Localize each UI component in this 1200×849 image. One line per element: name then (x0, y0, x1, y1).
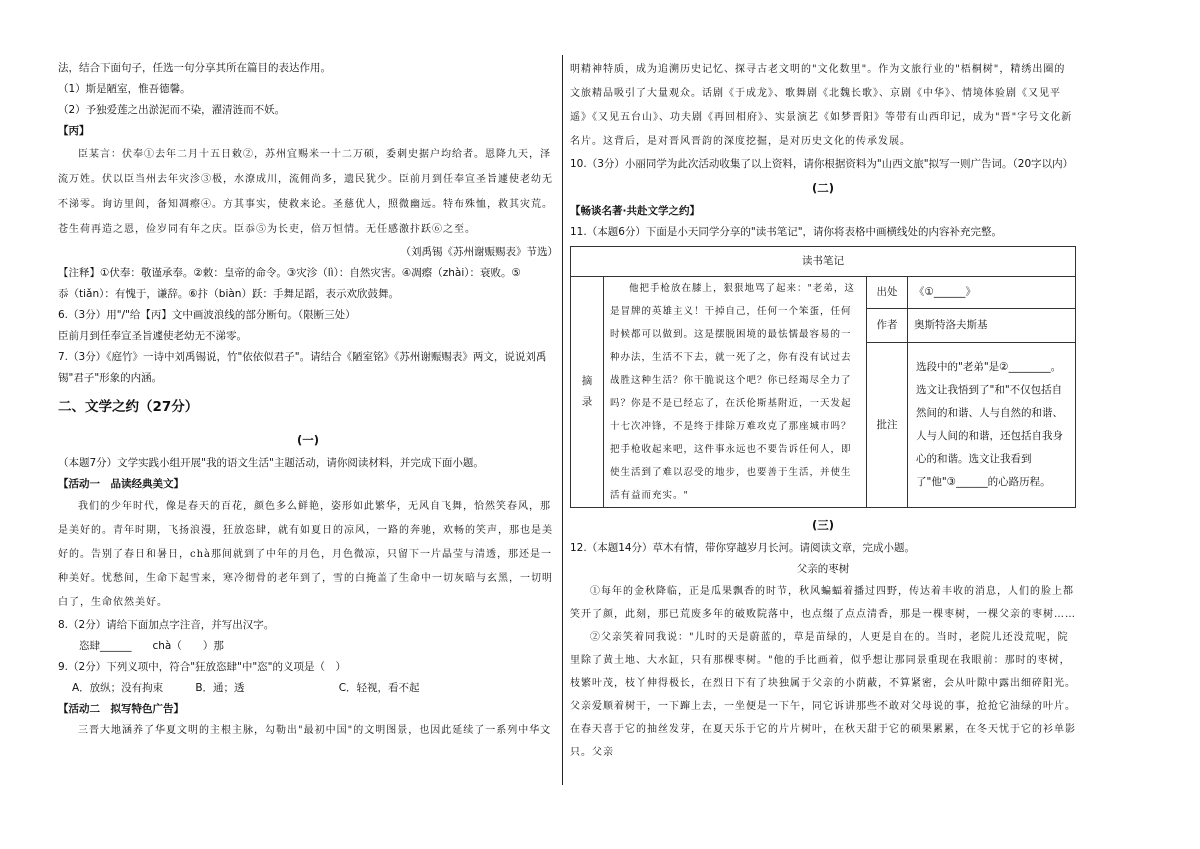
intro-line: 法，结合下面句子，任选一句分享其所在篇目的表达作用。 (58, 62, 331, 74)
article-paragraph-2: ②父亲笑着同我说："儿时的天是蔚蓝的，草是苗绿的，人更是自在的。当时，老院儿还没荒呢，院里除了黄土地、大水缸，只有那棵枣树。"他的手比画着，似乎想让那同景重现在我眼前：那时的枣树，枝繁叶茂，枝丫伸得极长，在烈日下有了块独属于父亲的小荫蔽，不算紧密，会从叶隙中露出细碎阳光。父亲爱顺着树干，一下蹿上去，一坐便是一下午，同它诉讲那些不敢对父母说的事，抢抢它油绿的叶片。在春天喜于它的抽丝发芽，在夏天乐于它的片片树叶，在秋天甜于它的硕果累累，在冬天忧于它的衫单影只。父亲 (570, 632, 1076, 758)
part-2-heading: (二) (811, 181, 834, 195)
question-11: 11.（本题6分）下面是小天同学分享的"读书笔记"，请你将表格中画横线处的内容补充完整。 (570, 226, 1003, 238)
question-7-line-1: 7.（3分）《庭竹》一诗中刘禹锡说，竹"依依似君子"。请结合《陋室铭》《苏州谢赈赐表》两文，说说刘禹 (58, 351, 547, 363)
question-9: 9.（2分）下列义项中，符合"狂放恣肆"中"恣"的义项是（ ） (58, 661, 347, 673)
source-label: 出处 (867, 277, 908, 309)
author-value: 奥斯特洛夫斯基 (908, 309, 1076, 343)
question-7-line-2: 锡"君子"形象的内涵。 (58, 372, 163, 384)
question-10: 10.（3分）小丽同学为此次活动收集了以上资料，请你根据资料为"山西文旅"拟写一则广告词。（20字以内） (570, 158, 1074, 170)
question-12: 12.（本题14分）草木有情，带你穿越岁月长河。请阅读文章，完成小题。 (570, 542, 916, 554)
notes-line-1: 【注释】①伏奉：敬谨承奉。②敕：皇帝的命令。③灾沴（lì）：自然灾害。④凋瘵（zhài）：衰败。⑤ (58, 267, 521, 279)
section-2-heading: 二、文学之约（27分） (58, 399, 199, 415)
left-column (58, 58, 558, 741)
comment-text: 选段中的"老弟"是②________。选文让我悟到了"和"不仅包括自然间的和谐、人与自然的和谐、人与人间的和谐，还包括自我身心的和谐。选文让我看到了"他"③______的心路历程。 (908, 343, 1076, 508)
activity-1-heading: 【活动一 品读经典美文】 (58, 478, 184, 490)
article-paragraph-1: ①每年的金秋降临，正是瓜果飘香的时节，秋风蝙蝠着播过四野，传达着丰收的消息，人们的脸上都笑开了颜，此刻，那已荒废多年的破败院落中，也点缀了点点清香，那是一棵枣树，一棵父亲的枣树…… (570, 586, 1076, 620)
question-9-options (58, 678, 558, 699)
article-title: 父亲的枣树 (796, 563, 850, 575)
question-6: 6.（3分）用"/"给【丙】文中画波浪线的部分断句。（限断三处） (58, 309, 356, 321)
question-6-sentence: 臣前月到任奉宣圣旨遽使老幼无不涕零。 (58, 330, 247, 342)
essay-text: 我们的少年时代，像是春天的百花，颜色多么鲜艳，姿形如此繁华，无风自飞舞，恰然笑春风，那是美好的。青年时期，飞扬浪漫，狂放恣肆，就有如夏日的凉风，一路的奔驰，欢畅的笑声，那也是美好的。告别了春日和暑日，chà那间就到了中年的月色，月色微凉，只留下一片晶莹与清透，那还是一种美好。忧愁间，生命下起雪来，寒冷彻骨的老年到了，雪的白掩盖了生命中一切灰暗与玄黑，一切明白了，生命依然美好。 (58, 501, 553, 608)
reading-notes-table (570, 246, 1076, 508)
option-c: C．轻视，看不起 (338, 682, 420, 694)
question-8: 8.（2分）请给下面加点字注音，并写出汉字。 (58, 619, 275, 631)
author-label: 作者 (867, 309, 908, 343)
excerpt-text: 他把手枪放在膝上，狠狠地骂了起来："老弟，这是冒牌的英雄主义！干掉自己，任何一个笨蛋，任何时候都可以做到。这是摆脱困境的最怯懦最容易的一种办法，生活不下去，就一死了之，你有没有试过去战胜这种生活？你干脆说这个吧？你已经竭尽全力了吗？你是不是已经忘了，在沃伦斯基附近，一天发起十七次冲锋，不是终于排除万难攻克了那座城市吗？把手枪收起来吧，这件事永远也不要告诉任何人，即使生活到了难以忍受的地步，也要善于生活，并使生活有益而充实。" (604, 277, 867, 508)
option-a: A．放纵；没有拘束 (72, 682, 164, 694)
right-column (570, 58, 1076, 764)
part-1-heading: (一) (296, 433, 319, 447)
passage-bing-source: （刘禹锡《苏州谢赈赐表》节选） (400, 246, 558, 258)
sentence-1: （1）斯是陋室，惟吾德馨。 (58, 83, 191, 95)
question-8-items: 恣肆______ chà（ ）那 (79, 640, 224, 652)
column-divider (562, 55, 563, 785)
activity-2-heading: 【活动二 拟写特色广告】 (58, 703, 184, 715)
option-b: B．通；透 (195, 682, 245, 694)
reading-notes-title: 读书笔记 (571, 247, 1076, 277)
ad-text-continued: 明精神特质，成为追溯历史记忆、探寻古老文明的"文化数里"。作为文旅行业的"梧桐树"，精绣出圈的文旅精品吸引了大量观众。话剧《于成龙》、歌舞剧《北魏长歌》、京剧《中华》、情境体验剧《又见平遥》《又见五台山》、功夫剧《再回相府》、实景演艺《如梦晋阳》等带有山西印记，成为"晋"字号文化新名片。这背后，是对晋风晋韵的深度挖掘，是对历史文化的传承发展。 (570, 64, 1073, 147)
task-intro: （本题7分）文学实践小组开展"我的语文生活"主题活动，请你阅读材料，并完成下面小题。 (58, 457, 484, 469)
books-section-heading: 【畅谈名著·共赴文学之约】 (570, 205, 700, 217)
passage-bing-label: 【丙】 (58, 125, 90, 137)
sentence-2: （2）予独爱莲之出淤泥而不染，濯清涟而不妖。 (58, 104, 286, 116)
source-value: 《①______》 (908, 277, 1076, 309)
part-3-heading: (三) (811, 518, 834, 532)
passage-bing-text: 臣某言：伏奉①去年二月十五日敕②，苏州宜赐米一十二万硕，委刺史据户均给者。恩降九天，泽流万姓。伏以臣当州去年灾沴③极，水潦成川，流佣尚多，遗民犹少。臣前月到任奉宣圣旨遽使老幼无不涕零。询访里闾，备知凋瘵④。方其事实，使救来论。圣慈优人，照微幽远。特布殊恤，救其灾荒。苍生荷再造之恩，俭岁同有年之庆。臣忝⑤为长吏，倍万恒情。无任感激抃跃⑥之至。 (58, 149, 553, 235)
ad-text-start: 三晋大地涵养了华夏文明的主根主脉，勾勒出"最初中国"的文明图景，也因此延续了一系列中华文 (78, 725, 552, 736)
notes-line-2: 忝（tiǎn）：有愧于，谦辞。⑥抃（biàn）跃：手舞足蹈，表示欢欣鼓舞。 (58, 288, 399, 300)
excerpt-label: 摘录 (571, 277, 604, 508)
comment-label: 批注 (867, 343, 908, 508)
